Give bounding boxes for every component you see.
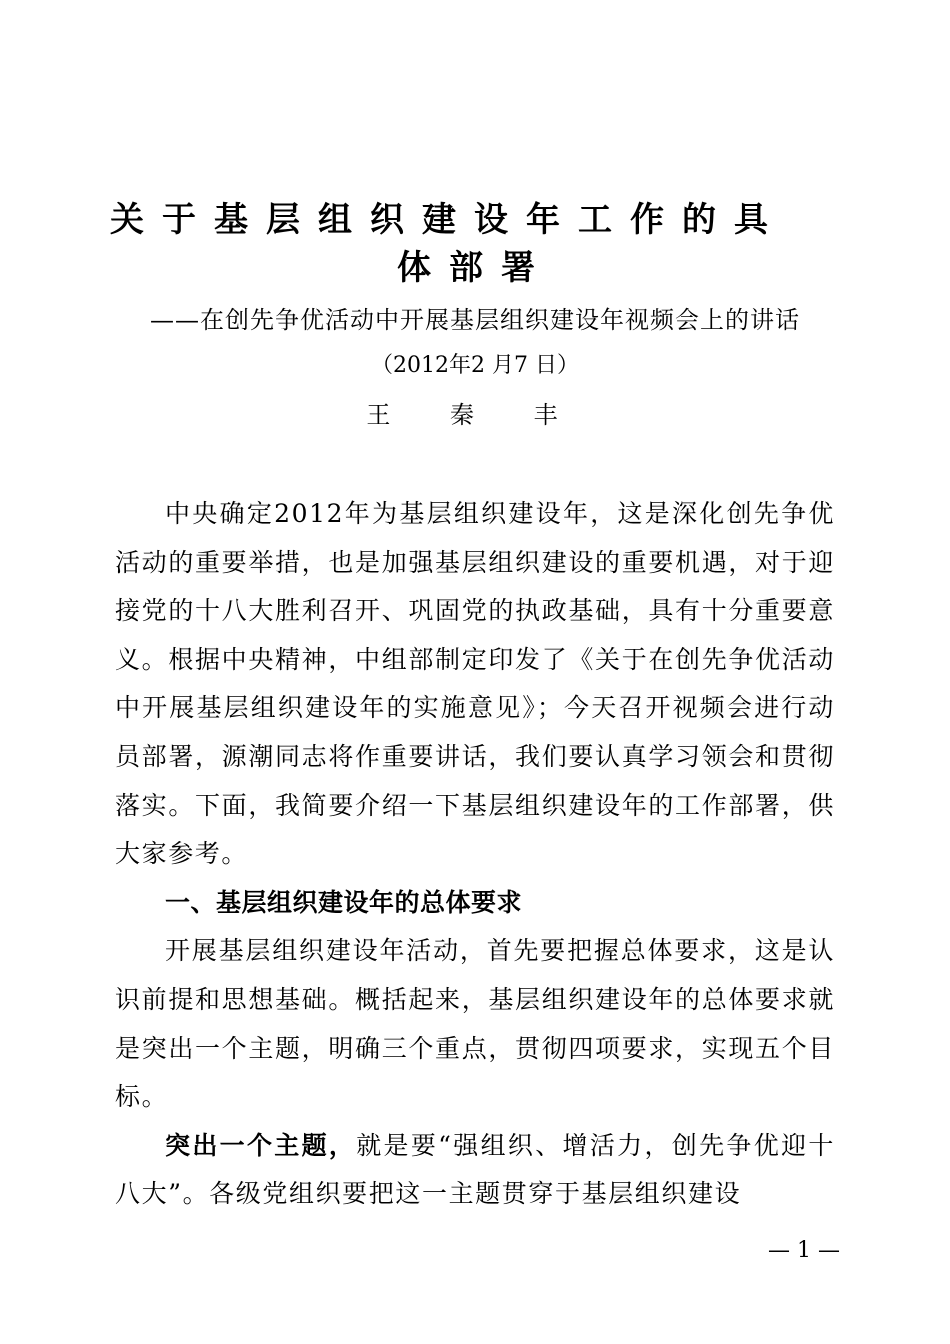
document-title-line-2: 体部署: [397, 248, 553, 288]
document-date: （2012年2 月7 日）: [371, 353, 579, 378]
document-title-line-1: 关于基层组织建设年工作的具: [110, 200, 786, 240]
paragraph-theme: [115, 1122, 835, 1219]
page-number: — 1 —: [768, 1238, 840, 1263]
document-author: 王 秦 丰: [366, 401, 584, 429]
document-body: [115, 490, 835, 1219]
paragraph-intro: 中央确定2012年为基层组织建设年，这是深化创先争优活动的重要举措，也是加强基层组织建设的重要机遇，对于迎接党的十八大胜利召开、巩固党的执政基础，具有十分重要意义。根据中央精神，中组部制定印发了《关于在创先争优活动中开展基层组织建设年的实施意见》；今天召开视频会进行动员部署，源潮同志将作重要讲话，我们要认真学习领会和贯彻落实。下面，我简要介绍一下基层组织建设年的工作部署，供大家参考。: [115, 499, 835, 869]
section-heading-1: 一、基层组织建设年的总体要求: [165, 887, 523, 917]
paragraph-theme-text: 就是要“强组织、增活力，创先争优迎十八大”。各级党组织要把这一主题贯穿于基层组织建设: [115, 1130, 835, 1209]
paragraph-theme-lead: 突出一个主题，: [165, 1130, 357, 1160]
paragraph-overall-requirements: 开展基层组织建设年活动，首先要把握总体要求，这是认识前提和思想基础。概括起来，基层组织建设年的总体要求就是突出一个主题，明确三个重点，贯彻四项要求，实现五个目标。: [115, 936, 835, 1112]
document-subtitle: ——在创先争优活动中开展基层组织建设年视频会上的讲话: [150, 306, 800, 334]
